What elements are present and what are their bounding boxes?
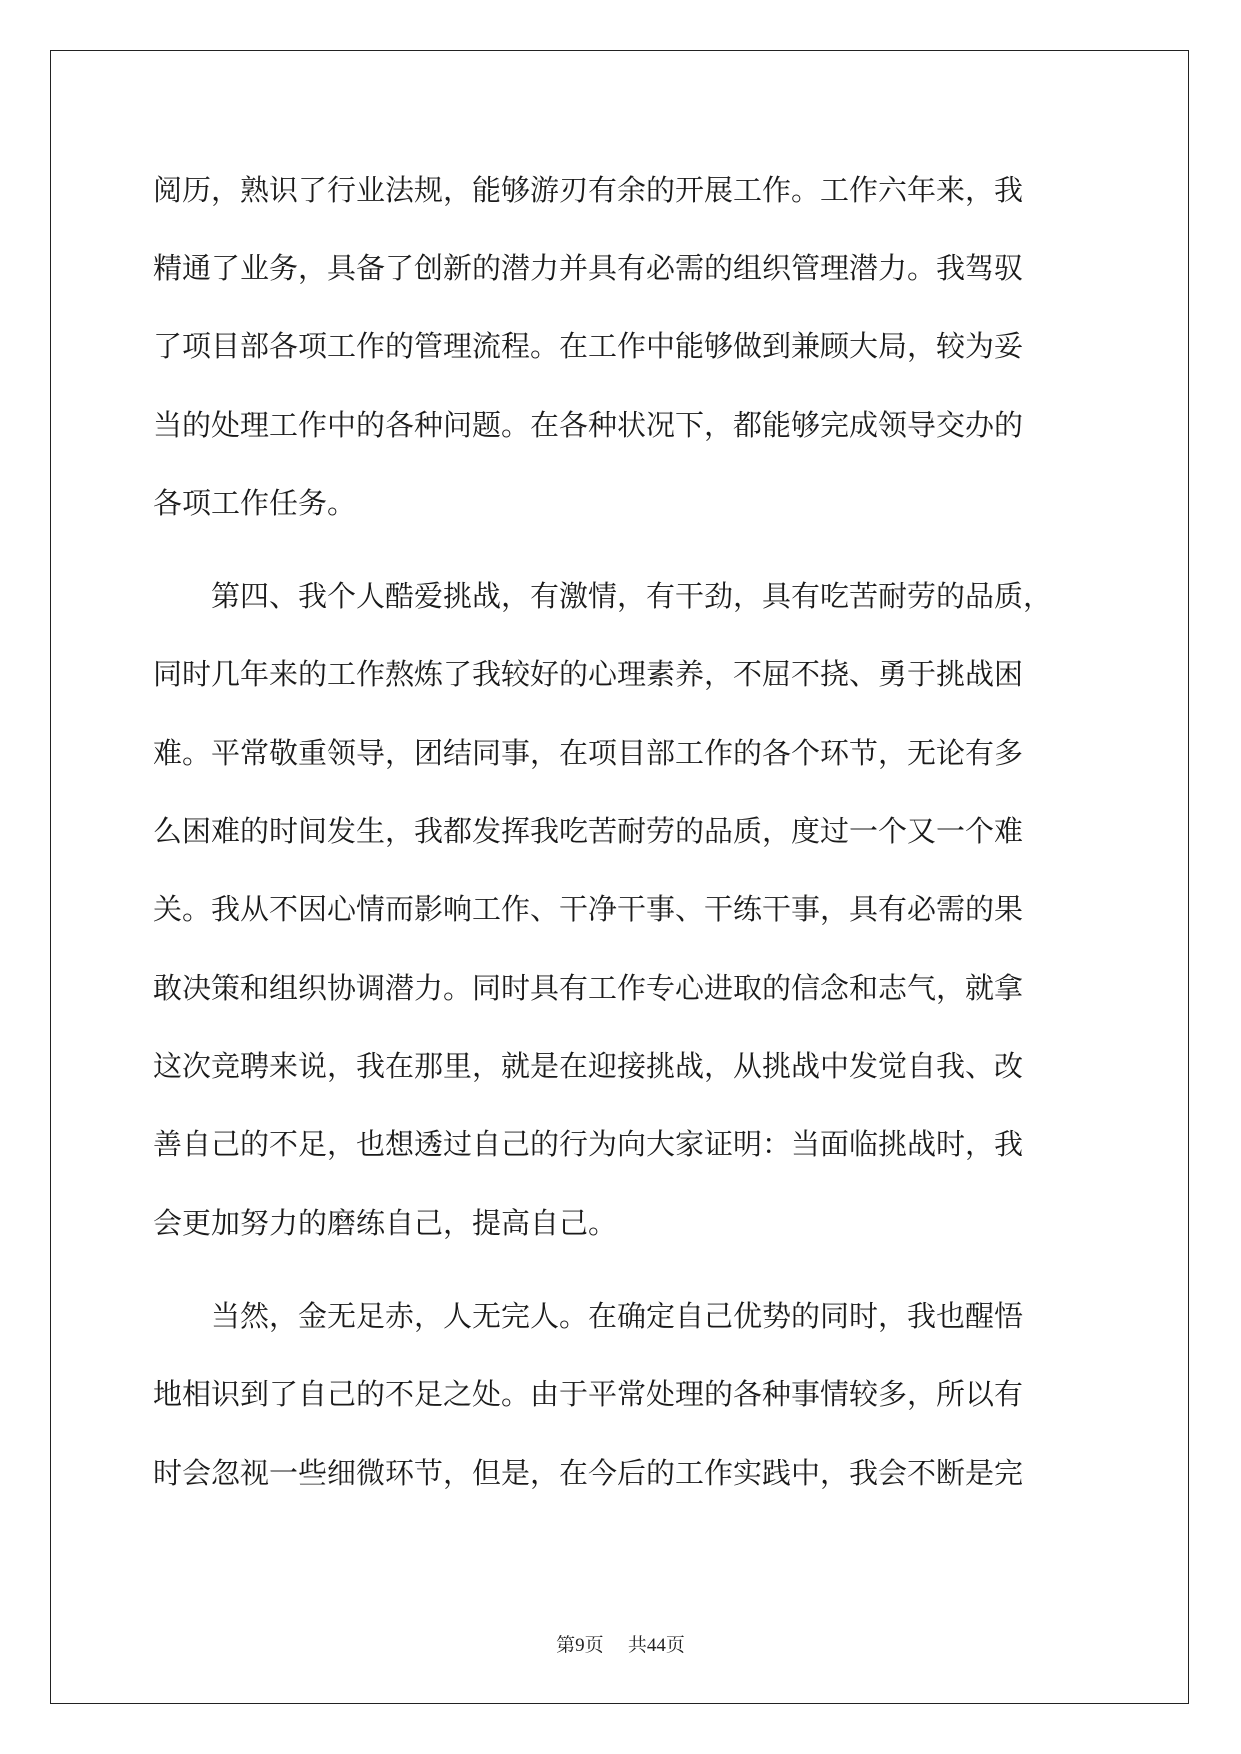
total-prefix: 共 [627, 1634, 647, 1656]
total-pages: 44 [646, 1635, 666, 1656]
text-line: 当的处理工作中的各种问题。在各种状况下，都能够完成领导交办的 [153, 408, 1024, 442]
paragraph-start-line: 当然，金无足赤，人无完人。在确定自己优势的同时，我也醒悟 [153, 1299, 1024, 1333]
text-line: 难。平常敬重领导，团结同事，在项目部工作的各个环节，无论有多 [153, 736, 1024, 770]
total-suffix: 页 [665, 1634, 685, 1656]
page-footer [0, 1633, 1241, 1658]
text-line: 阅历，熟识了行业法规，能够游刃有余的开展工作。工作六年来，我 [153, 173, 1024, 207]
page-prefix: 第 [556, 1634, 576, 1656]
text-line: 敢决策和组织协调潜力。同时具有工作专心进取的信念和志气，就拿 [153, 971, 1024, 1005]
page-number: 9 [575, 1635, 585, 1656]
text-line: 会更加努力的磨练自己，提高自己。 [153, 1206, 618, 1240]
text-line: 关。我从不因心情而影响工作、干净干事、干练干事，具有必需的果 [153, 892, 1024, 926]
text-line: 了项目部各项工作的管理流程。在工作中能够做到兼顾大局，较为妥 [153, 329, 1024, 363]
text-line: 么困难的时间发生，我都发挥我吃苦耐劳的品质，度过一个又一个难 [153, 814, 1024, 848]
paragraph-start-line: 第四、我个人酷爱挑战，有激情，有干劲，具有吃苦耐劳的品质， [153, 579, 1053, 613]
text-line: 各项工作任务。 [153, 486, 357, 520]
text-line: 地相识到了自己的不足之处。由于平常处理的各种事情较多，所以有 [153, 1377, 1024, 1411]
text-line: 时会忽视一些细微环节，但是，在今后的工作实践中，我会不断是完 [153, 1456, 1024, 1490]
page-suffix: 页 [584, 1634, 604, 1656]
text-line: 善自己的不足，也想透过自己的行为向大家证明：当面临挑战时，我 [153, 1127, 1024, 1161]
text-line: 精通了业务，具备了创新的潜力并具有必需的组织管理潜力。我驾驭 [153, 251, 1024, 285]
text-line: 同时几年来的工作熬炼了我较好的心理素养，不屈不挠、勇于挑战困 [153, 657, 1024, 691]
text-line: 这次竞聘来说，我在那里，就是在迎接挑战，从挑战中发觉自我、改 [153, 1049, 1024, 1083]
